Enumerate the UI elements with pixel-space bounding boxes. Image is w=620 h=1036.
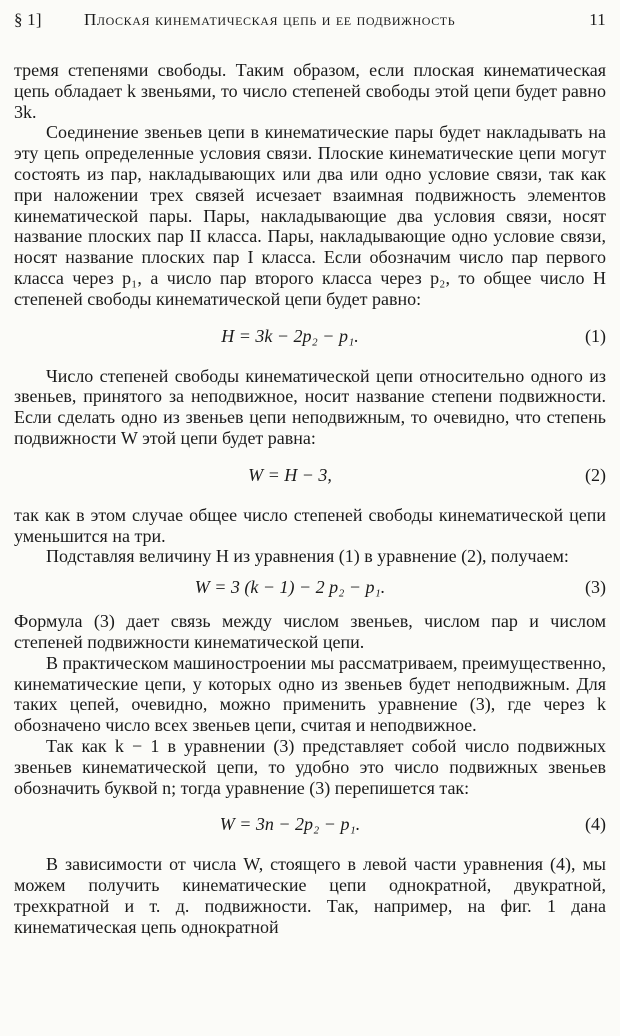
paragraph: В практическом машиностроении мы рассматриваем, преимущественно, кинематические цепи, у которых одно из звеньев будет неподвижным. Для таких цепей, очевидно, можно применить уравнение (3), где через k обозначено число всех звеньев цепи, считая и неподвижное.: [14, 652, 606, 736]
formula-number: (2): [585, 464, 606, 485]
formula-4: [14, 798, 606, 854]
page-number: 11: [589, 10, 606, 29]
formula-1: [14, 310, 606, 366]
formula-number: (4): [585, 814, 606, 835]
paragraph: Так как k − 1 в уравнении (3) представляет собой число подвижных звеньев кинематической цепи, то удобно это число подвижных звеньев обозначить буквой n; тогда уравнение (3) перепишется так:: [14, 735, 606, 798]
formula-expression: W = H − 3,: [248, 464, 332, 485]
page-body: [14, 60, 606, 938]
paragraph: Формула (3) дает связь между числом звеньев, числом пар и числом степеней подвижности кинематической цепи.: [14, 611, 606, 652]
formula-3: [14, 567, 606, 611]
paragraph: Подставляя величину H из уравнения (1) в уравнение (2), получаем:: [46, 546, 569, 567]
formula-expression: W = 3n − 2p₂ − p₁.: [219, 814, 361, 835]
section-reference: § 1]: [14, 10, 42, 29]
paragraph: Соединение звеньев цепи в кинематические пары будет накладывать на эту цепь определенные условия связи. Плоские кинематические цепи могут состоять из пар, накладывающих или два или одно условие связи, так как при наложении трех связей исчезает взаимная подвижность элементов кинематической пары. Пары, накладывающие два условия связи, носят название плоских пар II класса. Пары, накладывающие одно условие связи, носят название плоских пар I класса. Если обозначим число пар первого класса через p₁, а число пар второго класса через p₂, то общее число H степеней свободы кинематической цепи будет равно:: [14, 122, 606, 309]
formula-expression: H = 3k − 2p₂ − p₁.: [221, 325, 359, 346]
paragraph: так как в этом случае общее число степеней свободы кинематической цепи уменьшится на три.: [14, 504, 606, 546]
running-title: Плоская кинематическая цепь и ее подвижность: [84, 10, 456, 29]
formula-number: (1): [585, 325, 606, 346]
paragraph: Число степеней свободы кинематической цепи относительно одного из звеньев, принятого за неподвижное, носит название степени подвижности. Если сделать одно из звеньев цепи неподвижным, то очевидно, что степень подвижности W этой цепи будет равна:: [14, 365, 606, 448]
paragraph: В зависимости от числа W, стоящего в левой части уравнения (4), мы можем получить кинематические цепи однократной, двукратной, трехкратной и т. д. подвижности. Так, например, на фиг. 1 дана кинематическая цепь однократной: [14, 854, 606, 937]
paragraph: тремя степенями свободы. Таким образом, если плоская кинематическая цепь обладает k звеньями, то число степеней свободы этой цепи будет равно 3k.: [14, 60, 606, 122]
formula-2: [14, 449, 606, 505]
formula-number: (3): [585, 577, 606, 598]
formula-expression: W = 3 (k − 1) − 2 p₂ − p₁.: [194, 577, 386, 598]
running-header: [14, 10, 606, 38]
